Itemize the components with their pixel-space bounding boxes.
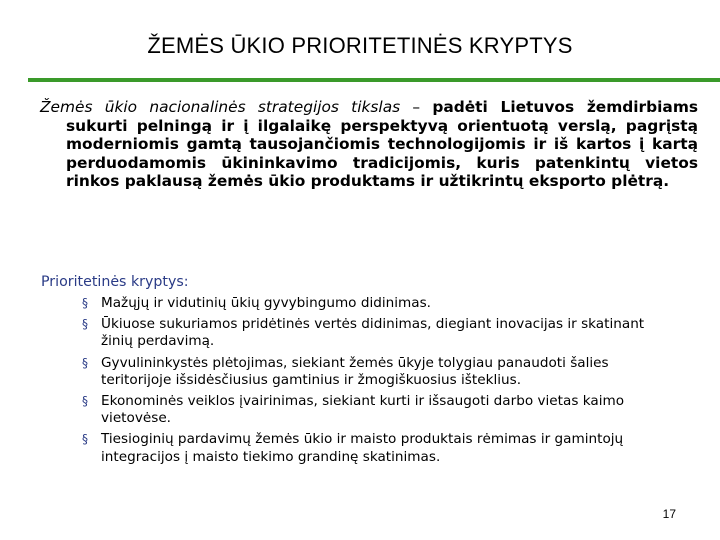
square-bullet-icon: § <box>82 355 88 370</box>
priority-list <box>82 295 672 470</box>
priorities-heading: Prioritetinės kryptys: <box>41 274 189 290</box>
priority-item-text: Ūkiuose sukuriamos pridėtinės vertės didinimas, diegiant inovacijas ir skatinant žinių perdavimą. <box>101 316 645 350</box>
priority-item <box>82 393 672 427</box>
priority-item <box>82 431 672 465</box>
strategy-goal-text: padėti Lietuvos žemdirbiams sukurti pelningą ir į ilgalaikę perspektyvą orientuotą verslą, pagrįstą moderniomis gamtą tausojančiomis technologijomis ir iš kartos į kartą perduodamomis ūkininkavimo tradicijomis, kuris patenkintų vietos rinkos paklausą žemės ūkio produktams ir užtikrintų eksporto plėtrą. <box>66 98 699 191</box>
square-bullet-icon: § <box>82 317 88 332</box>
square-bullet-icon: § <box>82 394 88 409</box>
strategy-goal-paragraph <box>40 98 698 191</box>
priority-item-text: Tiesioginių pardavimų žemės ūkio ir maisto produktais rėmimas ir gamintojų integracijos į maisto tiekimo grandinę skatinimas. <box>101 431 624 465</box>
square-bullet-icon: § <box>82 432 88 447</box>
priority-item-text: Mažųjų ir vidutinių ūkių gyvybingumo didinimas. <box>101 295 432 311</box>
strategy-goal-label: Žemės ūkio nacionalinės strategijos tikslas <box>40 98 401 116</box>
priority-item <box>82 316 672 350</box>
strategy-goal-dash: – <box>400 98 433 116</box>
title-divider <box>28 78 720 82</box>
page-number: 17 <box>662 507 676 521</box>
slide-title: ŽEMĖS ŪKIO PRIORITETINĖS KRYPTYS <box>147 33 573 58</box>
priority-item <box>82 295 672 312</box>
priority-item-text: Ekonominės veiklos įvairinimas, siekiant kurti ir išsaugoti darbo vietas kaimo vietovėse. <box>101 393 625 427</box>
priority-item <box>82 355 672 389</box>
priority-item-text: Gyvulininkystės plėtojimas, siekiant žemės ūkyje tolygiau panaudoti šalies teritorijoje išsidėsčiusius gamtinius ir žmogiškuosius išteklius. <box>101 354 609 388</box>
square-bullet-icon: § <box>82 296 88 310</box>
